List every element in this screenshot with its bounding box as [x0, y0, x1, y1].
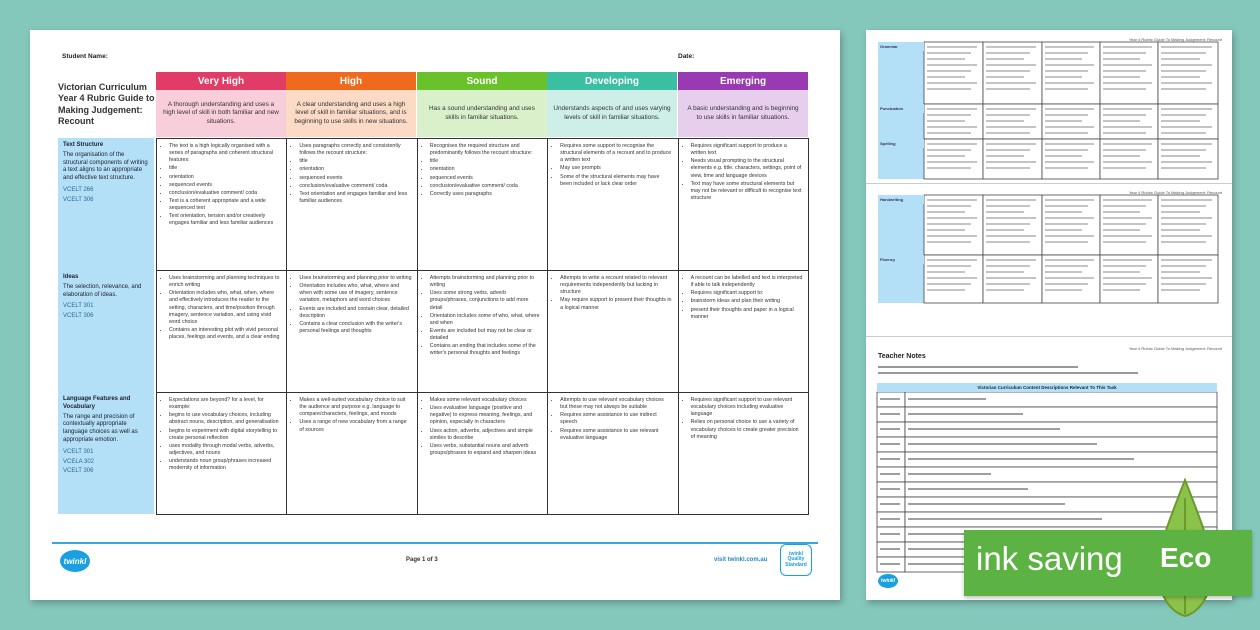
criterion-item: • orientation [299, 166, 411, 173]
criterion-item: • Uses a range of new vocabulary from a range of sources [299, 419, 411, 433]
criterion-item: • Some of the structural elements may have been included or lack clear order [560, 174, 672, 188]
thumb-cell [1158, 139, 1218, 179]
thumb-page-header: Year 4 Rubric Guide To Making Judgement: Recount [1128, 346, 1222, 351]
row-subtitle: The selection, relevance, and elaboration of ideas. [63, 283, 142, 298]
rubric-row [157, 271, 809, 393]
criterion-item: • Text is a coherent appropriate and a wide sequenced text [169, 198, 281, 212]
thumb-row-label [878, 195, 924, 204]
thumb-page-header: Year 4 Rubric Guide To Making Judgement: Recount [1128, 37, 1222, 42]
row-label-language-features [58, 392, 154, 514]
criterion-item: • Relies on personal choice to use a variety of vocabulary choices to create greater precision of meaning [691, 419, 803, 440]
level-description: A thorough understanding and uses a high level of skill in both familiar and new situations. [156, 90, 286, 137]
criterion-item: • brainstorm ideas and plan their writing [691, 298, 803, 305]
level-header-developing: Developing [547, 72, 677, 90]
criterion-item: • orientation [430, 166, 542, 173]
thumb-cell [924, 255, 983, 303]
row-label-text-structure [58, 138, 154, 270]
thumb-row-label [878, 255, 924, 264]
rubric-cell [678, 271, 808, 393]
criterion-item: • Attempts brainstorming and planning prior to writing [430, 275, 542, 289]
criterion-item: • Requires some assistance to use indirect speech [560, 412, 672, 426]
rubric-cell [287, 393, 417, 515]
criterion-item: • May require support to present their thoughts in a logical manner [560, 297, 672, 311]
thumb-row-label-bg [878, 42, 924, 104]
curriculum-code: VCELT 306 [63, 196, 94, 203]
criterion-item: • sequenced events [430, 175, 542, 182]
criterion-item: • Requires significant support to use relevant vocabulary choices including evaluative language [691, 397, 803, 418]
row-title: Ideas [63, 274, 79, 280]
website-link[interactable]: visit twinkl.com.au [714, 557, 768, 563]
thumb-row-label-text: Handwriting [880, 197, 904, 202]
rubric-cell [157, 139, 287, 271]
rubric-table [156, 138, 809, 515]
row-title: Text Structure [63, 142, 104, 148]
rubric-cell [417, 393, 547, 515]
criterion-item: • Orientation includes some of who, what, where and when [430, 313, 542, 327]
document-title: Victorian Curriculum Year 4 Rubric Guide to Making Judgement: Recount [58, 82, 155, 126]
criterion-item: • uses modality through modal verbs, adverbs, adjectives, and nouns [169, 443, 281, 457]
criterion-item: • title [169, 165, 281, 172]
curriculum-code: VCELT 266 [63, 186, 94, 193]
criterion-item: • sequenced events [299, 175, 411, 182]
eco-label: Eco [1160, 542, 1212, 573]
thumb-row-label [878, 139, 924, 148]
criterion-item: • Requires significant support to produce a written text [691, 143, 803, 157]
criterion-item: • Contains a clear conclusion with the writer's personal feelings and thoughts [299, 321, 411, 335]
level-header-sound: Sound [417, 72, 547, 90]
rubric-cell [157, 393, 287, 515]
rubric-cell [678, 139, 808, 271]
thumb-cell [983, 195, 1042, 255]
rubric-row [157, 139, 809, 271]
thumb-cell [924, 195, 983, 255]
rubric-cell [548, 393, 678, 515]
curriculum-code: VCELT 306 [63, 468, 94, 475]
thumb-cell [924, 42, 983, 104]
notes-text-line [878, 366, 1078, 368]
level-description: Understands aspects of and uses varying levels of skill in familiar situations. [547, 90, 677, 137]
thumb-row-label-text: Punctuation [880, 106, 904, 111]
criterion-item: • Requires some support to recognise the structural elements of a recount and to produce a written text [560, 143, 672, 164]
page-number: Page 1 of 3 [406, 557, 438, 563]
thumb-cell [1158, 195, 1218, 255]
thumb-cell [1158, 42, 1218, 104]
criterion-item: • orientation [169, 174, 281, 181]
quality-standard-badge: twinkl Quality Standard [780, 544, 812, 576]
criterion-item: • Uses action, adverbs, adjectives and simple similes to describe [430, 428, 542, 442]
criterion-item: • Orientation includes who, what, where and when with some use of imagery, sentence variation, metaphors and word choices [299, 283, 411, 304]
thumb-row-label-text: Spelling [880, 141, 896, 146]
thumb-cell [983, 42, 1042, 104]
thumb-row-label [878, 42, 924, 51]
twinkl-logo: twinkl [60, 550, 90, 572]
thumb-cell [1042, 195, 1100, 255]
thumb-cell [1100, 139, 1158, 179]
criterion-item: • Makes some relevant vocabulary choices [430, 397, 542, 404]
rubric-cell [287, 271, 417, 393]
criterion-item: • Text orientation, tension and/or creatively engages familiar and less familiar audiences [169, 213, 281, 227]
thumb-cell [1042, 255, 1100, 303]
criterion-item: • present their thoughts and paper in a logical manner [691, 307, 803, 321]
criterion-item: • Attempts to use relevant vocabulary choices but these may not always be suitable [560, 397, 672, 411]
criterion-item: • understands noun group/phrases increased modernity of information [169, 458, 281, 472]
rubric-cell [157, 271, 287, 393]
criterion-item: • Text orientation and engages familiar and less familiar audiences [299, 191, 411, 205]
criterion-item: • Uses verbs, substantial nouns and adverb groups/phrases to expand and sharpen ideas [430, 443, 542, 457]
criterion-item: • Contains an ending that includes some of the writer's personal thoughts and feelings [430, 343, 542, 357]
level-description: A clear understanding and uses a high level of skill in familiar situations, and is beginning to use skills in new situations. [286, 90, 416, 137]
thumb-row-label-text: Grammar [880, 44, 898, 49]
criterion-item: • Events are included and contain clear, detailed description [299, 306, 411, 320]
curriculum-code: VCELA 302 [63, 458, 95, 465]
criterion-item: • conclusion/evaluative comment/ coda [169, 190, 281, 197]
rubric-cell [678, 393, 808, 515]
rubric-cell [548, 139, 678, 271]
thumb-row-label-bg [878, 195, 924, 255]
criterion-item: • title [299, 158, 411, 165]
thumb-cell [1042, 139, 1100, 179]
eco-ink-saving-label: ink saving [976, 540, 1123, 577]
criterion-item: • Text may have some structural elements but may not be relevant or difficult to recognise text structure [691, 181, 803, 202]
criterion-item: • A recount can be labelled and text is interpreted if able to talk independently [691, 275, 803, 289]
criterion-item: • Requires some assistance to use relevant evaluative language [560, 428, 672, 442]
rubric-cell [417, 271, 547, 393]
level-header-high: High [286, 72, 416, 90]
rubric-cell [548, 271, 678, 393]
criterion-item: • Uses evaluative language (positive and negative) to express meaning, feelings, and opinion, especially in characters [430, 405, 542, 426]
teacher-notes-title: Teacher Notes [878, 353, 926, 360]
level-header-emerging: Emerging [678, 72, 808, 90]
criterion-item: • Contains an interesting plot with vivid personal places, feelings and events, and a clear ending [169, 327, 281, 341]
rubric-cell [417, 139, 547, 271]
student-name-label: Student Name: [62, 53, 108, 60]
thumb-cell [1042, 42, 1100, 104]
thumb-cell [1100, 42, 1158, 104]
criterion-item: • sequenced events [169, 182, 281, 189]
thumb-cell [983, 139, 1042, 179]
criterion-item: • Makes a well-suited vocabulary choice to suit the audience and purpose e.g. language to compare/characters, feelings, and moods [299, 397, 411, 418]
thumb-cell [924, 139, 983, 179]
criterion-item: • Uses paragraphs correctly and consistently follows the recount structure: [299, 143, 411, 157]
date-label: Date: [678, 53, 695, 60]
thumb-cell [1158, 255, 1218, 303]
criterion-item: • Needs visual prompting to the structural elements e.g. title, characters, settings, point of view, time and language devices [691, 158, 803, 179]
row-title: Language Features and Vocabulary [63, 396, 131, 410]
criterion-item: • Correctly uses paragraphs [430, 191, 542, 198]
criterion-item: • conclusion/evaluative comment/ coda [430, 183, 542, 190]
rubric-cell [287, 139, 417, 271]
criterion-item: • Uses some strong verbs, adverb groups/phrases, conjunctions to add more detail [430, 290, 542, 311]
footer-divider [52, 542, 818, 544]
curriculum-code: VCELT 306 [63, 313, 94, 320]
criterion-item: • conclusion/evaluative comment/ coda [299, 183, 411, 190]
criterion-item: • Orientation includes who, what, when, where and effectively introduces the reader to the setting, characters, and time/position through imagery, sentence variation, and using vivid word choice [169, 290, 281, 326]
criterion-item: • Events are included but may not be clear or detailed [430, 328, 542, 342]
criterion-item: • Uses brainstorming and planning techniques to enrich writing [169, 275, 281, 289]
criterion-item: • begins to experiment with digital storytelling to create personal reflection [169, 428, 281, 442]
criterion-item: • Uses brainstorming and planning prior to writing [299, 275, 411, 282]
notes-text-line [878, 372, 1138, 374]
rubric-row [157, 393, 809, 515]
criterion-item: • Attempts to write a recount related to relevant requirements independently but lacking in structure [560, 275, 672, 296]
criterion-item: • May use prompts [560, 165, 672, 172]
thumb-row-label [878, 104, 924, 113]
row-subtitle: The organisation of the structural components of writing a text aligns to an appropriate and effective text structure. [63, 151, 148, 182]
thumb-row-label-text: Fluency [880, 257, 896, 262]
criterion-item: • Recognises the required structure and predominantly follows the recount structure: [430, 143, 542, 157]
criterion-item: • begins to use vocabulary choices, including abstract nouns, description, and generalisation [169, 412, 281, 426]
criterion-item: • Requires significant support to: [691, 290, 803, 297]
curriculum-code: VCELT 301 [63, 303, 94, 310]
twinkl-logo-small: twinkl [878, 574, 898, 588]
level-header-very-high: Very High [156, 72, 286, 90]
criterion-item: • Expectations are beyond? for a level, for example: [169, 397, 281, 411]
curriculum-code: VCELT 301 [63, 448, 94, 455]
thumb-cell [1100, 255, 1158, 303]
criterion-item: • title [430, 158, 542, 165]
thumb-cell [983, 255, 1042, 303]
criterion-item: • The text is a high logically organised with a series of paragraphs and coherent structural features: [169, 143, 281, 164]
row-subtitle: The range and precision of contextually appropriate language choices as well as appropriate emotion. [63, 413, 138, 443]
row-label-ideas [58, 270, 154, 392]
rubric-document-page [30, 30, 840, 600]
thumb-cell [1100, 195, 1158, 255]
teacher-notes-table-header: Victorian Curriculum Content Descriptions Relevant To This Task [877, 383, 1217, 392]
level-description: Has a sound understanding and uses skills in familiar situations. [417, 90, 547, 137]
thumb-page-header: Year 4 Rubric Guide To Making Judgement: Recount [1128, 190, 1222, 195]
level-description: A basic understanding and is beginning to use skills in familiar situations. [678, 90, 808, 137]
